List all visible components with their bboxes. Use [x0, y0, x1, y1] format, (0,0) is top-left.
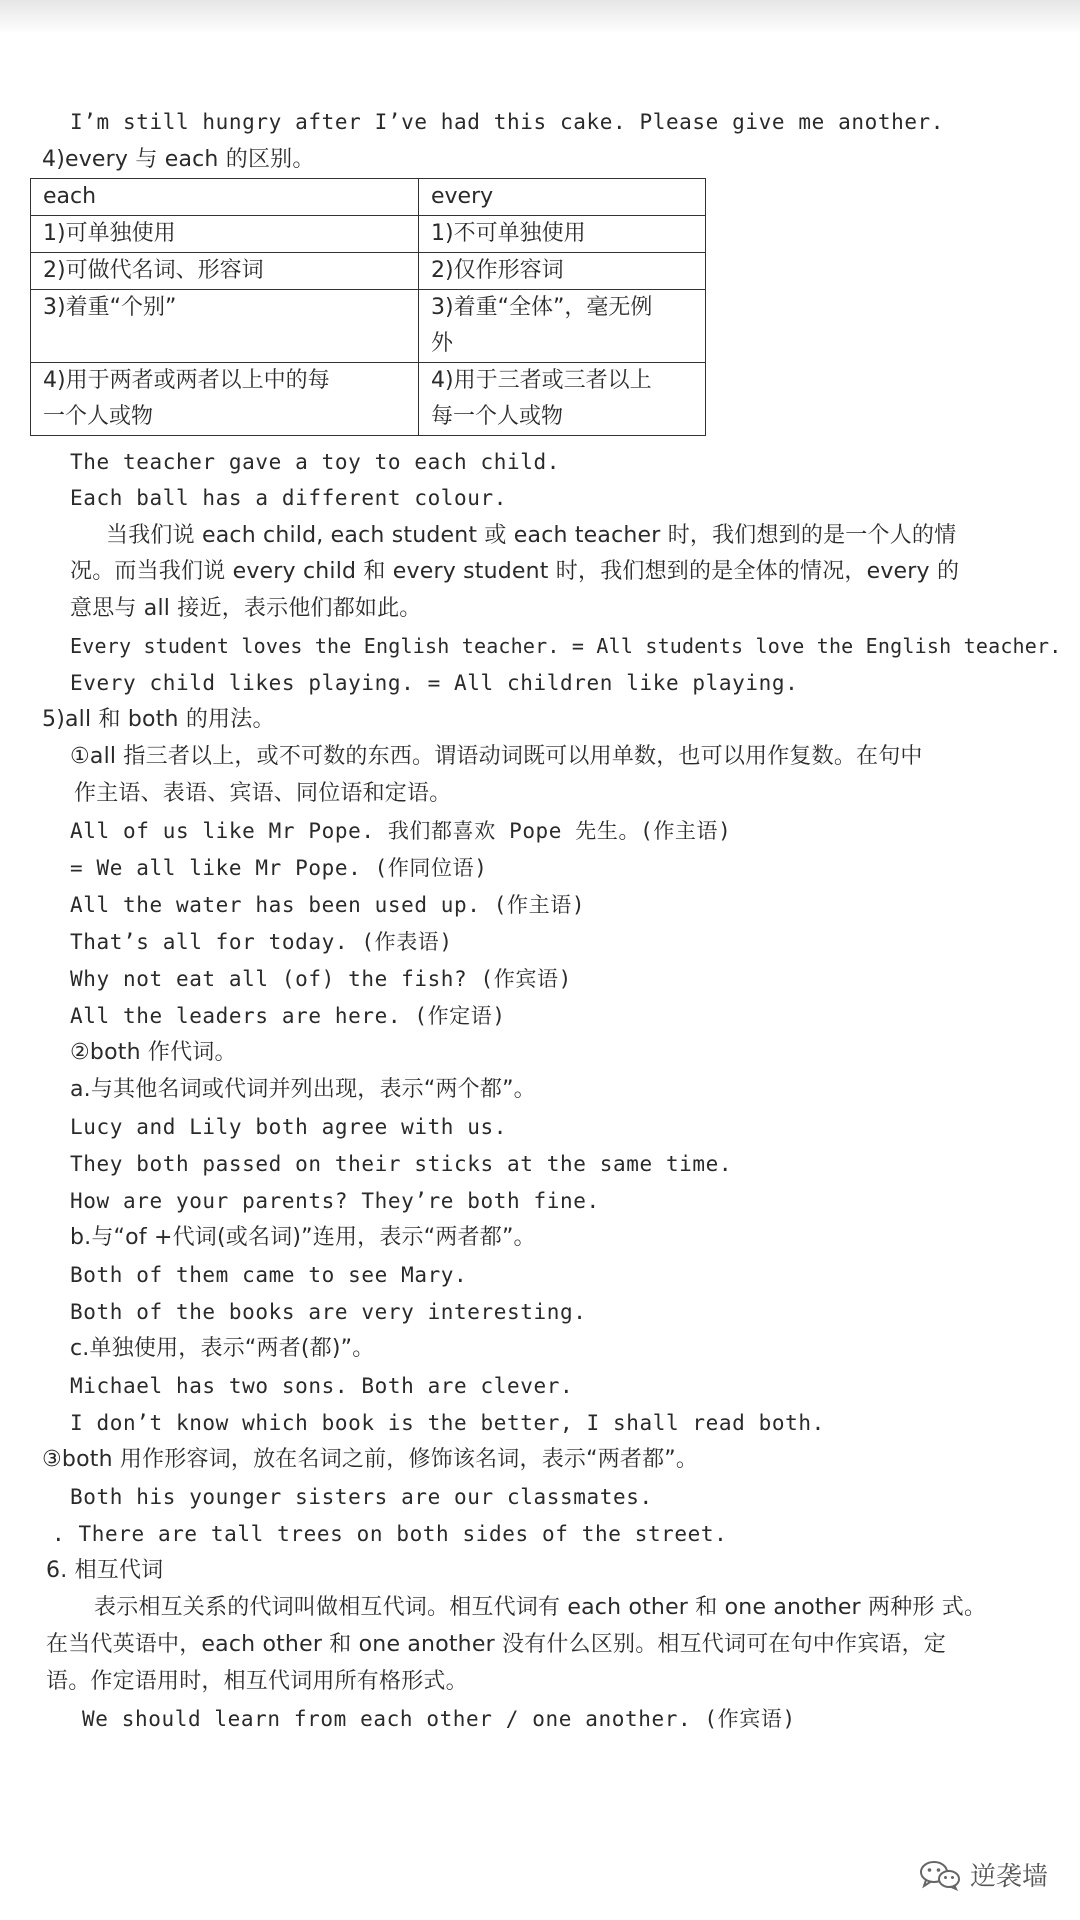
table-cell	[419, 363, 706, 436]
table-cell: each	[31, 179, 419, 216]
table-cell	[31, 363, 419, 436]
paragraph-line: 在当代英语中，each other 和 one another 没有什么区别。相互代词可在句中作宾语，定	[46, 1632, 947, 1657]
paragraph-line: a.与其他名词或代词并列出现，表示“两个都”。	[70, 1077, 536, 1102]
cell-text: 4)用于两者或两者以上中的每	[43, 368, 330, 393]
example-sentence: = We all like Mr Pope. (作同位语)	[70, 856, 488, 880]
example-sentence: Each ball has a different colour.	[70, 486, 508, 510]
example-sentence: All of us like Mr Pope. 我们都喜欢 Pope 先生。(作主语)	[70, 819, 732, 843]
table-cell: 2)仅作形容词	[419, 253, 706, 290]
subsection-heading: ③both 用作形容词，放在名词之前，修饰该名词，表示“两者都”。	[42, 1447, 699, 1472]
table-cell: 1)不可单独使用	[419, 216, 706, 253]
example-sentence: All the leaders are here. (作定语)	[70, 1004, 506, 1028]
table-cell	[419, 290, 706, 363]
example-sentence: Michael has two sons. Both are clever.	[70, 1374, 574, 1398]
paragraph-line: 况。而当我们说 every child 和 every student 时，我们想到的是全体的情况，every 的	[70, 559, 960, 584]
paragraph-line: 表示相互关系的代词叫做相互代词。相互代词有 each other 和 one another 两种形 式。	[94, 1595, 987, 1620]
cell-text: 4)用于三者或三者以上	[431, 368, 652, 393]
example-sentence: Lucy and Lily both agree with us.	[70, 1115, 508, 1139]
paragraph-line: c.单独使用，表示“两者(都)”。	[70, 1336, 375, 1361]
section-heading: 4)every 与 each 的区别。	[42, 147, 315, 172]
example-sentence: I don’t know which book is the better, I shall read both.	[70, 1411, 825, 1435]
each-every-comparison-table	[30, 178, 706, 436]
example-sentence: That’s all for today. (作表语)	[70, 930, 453, 954]
watermark-text: 逆袭墙	[970, 1862, 1049, 1892]
example-sentence: The teacher gave a toy to each child.	[70, 450, 560, 474]
example-sentence: Both his younger sisters are our classmates.	[70, 1485, 653, 1509]
table-row	[31, 216, 706, 253]
example-sentence: Why not eat all (of) the fish? (作宾语)	[70, 967, 572, 991]
subsection-heading: ②both 作代词。	[70, 1040, 237, 1065]
paragraph-line: b.与“of +代词(或名词)”连用，表示“两者都”。	[70, 1225, 536, 1250]
table-cell: 2)可做代名词、形容词	[31, 253, 419, 290]
paragraph-line: 作主语、表语、宾语、同位语和定语。	[74, 781, 452, 806]
example-sentence: They both passed on their sticks at the same time.	[70, 1152, 733, 1176]
section-heading: 5)all 和 both 的用法。	[42, 707, 275, 732]
paragraph-line: 当我们说 each child, each student 或 each teacher 时，我们想到的是一个人的情	[106, 523, 957, 548]
table-row	[31, 179, 706, 216]
wechat-icon	[918, 1859, 962, 1891]
example-sentence: How are your parents? They’re both fine.	[70, 1189, 600, 1213]
section-heading: 6. 相互代词	[46, 1558, 164, 1583]
example-sentence: Every student loves the English teacher. = All students love the English teacher.	[70, 634, 1062, 658]
example-sentence: We should learn from each other / one another. (作宾语)	[82, 1707, 796, 1731]
table-row	[31, 363, 706, 436]
table-cell: every	[419, 179, 706, 216]
cell-text: 外	[431, 331, 454, 356]
table-row	[31, 253, 706, 290]
example-sentence: . There are tall trees on both sides of the street.	[52, 1522, 728, 1546]
paragraph-line: 意思与 all 接近，表示他们都如此。	[70, 596, 422, 621]
table-cell	[31, 290, 419, 363]
cell-text: 每一个人或物	[431, 404, 564, 429]
example-sentence: All the water has been used up. (作主语)	[70, 893, 586, 917]
cell-text: 3)着重“全体”，毫无例	[431, 295, 653, 320]
example-sentence: Both of the books are very interesting.	[70, 1300, 587, 1324]
example-sentence: Both of them came to see Mary.	[70, 1263, 468, 1287]
watermark	[918, 1856, 1048, 1893]
text-line: I’m still hungry after I’ve had this cake. Please give me another.	[70, 110, 945, 134]
cell-text: 一个人或物	[43, 404, 154, 429]
table-cell: 1)可单独使用	[31, 216, 419, 253]
table-row	[31, 290, 706, 363]
example-sentence: Every child likes playing. = All children like playing.	[70, 671, 799, 695]
paragraph-line: 语。作定语用时，相互代词用所有格形式。	[46, 1669, 468, 1694]
cell-text: 3)着重“个别”	[43, 295, 177, 320]
paragraph-line: ①all 指三者以上，或不可数的东西。谓语动词既可以用单数，也可以用作复数。在句中	[70, 744, 923, 769]
